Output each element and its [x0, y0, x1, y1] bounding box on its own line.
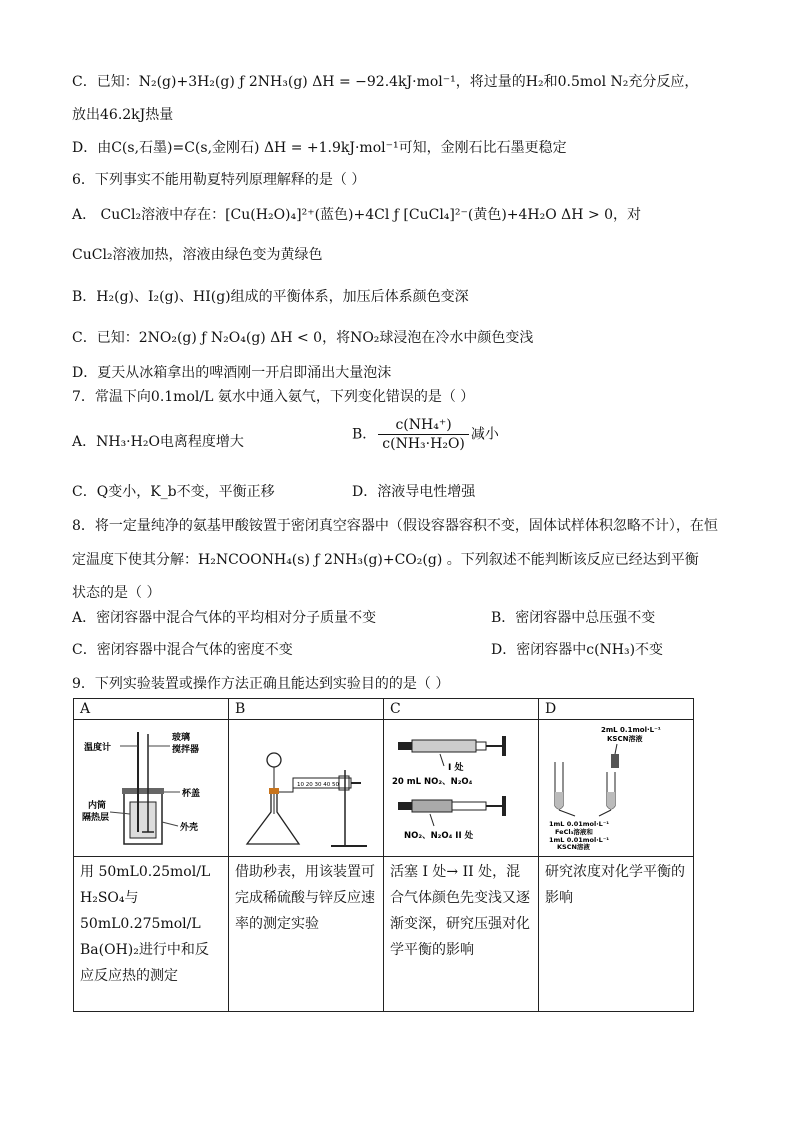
label-stirrer: 搅拌器 [172, 745, 200, 755]
q8-stem-line2: 定温度下使其分解：H₂NCOONH₄(s) ƒ 2NH₃(g)+CO₂(g) 。下列叙述不能判断该反应已经达到平衡 [72, 552, 699, 568]
desc-b: 借助秒表，用该装置可完成稀硫酸与锌反应速率的测定实验 [235, 864, 375, 932]
q7-stem: 7．常温下向0.1mol/L 氨水中通入氨气，下列变化错误的是（ ） [72, 389, 475, 405]
desc-b-cell [229, 857, 384, 1012]
q5-option-d: D．由C(s,石墨)=C(s,金刚石) ΔH = +1.9kJ·mol⁻¹可知，金刚石比石墨更稳定 [72, 140, 567, 156]
label-kscn-conc: 2mL 0.1mol·L⁻¹ [601, 726, 661, 734]
label-kscn: KSCN溶液 [607, 735, 643, 743]
q8-option-b: B．密闭容器中总压强不变 [491, 610, 656, 626]
syringe-compression-figure [390, 722, 532, 850]
test-tube-figure [545, 722, 687, 850]
desc-a-line4: Ba(OH)₂进行中和反 [80, 942, 209, 958]
q7-option-b-prefix: B． [352, 426, 377, 443]
q8-option-d: D．密闭容器中c(NH₃)不变 [491, 642, 664, 658]
desc-a-line2: H₂SO₄与 [80, 890, 139, 906]
table-header-d: D [539, 699, 694, 720]
q6-option-d: D．夏天从冰箱拿出的啤酒刚一开启即涌出大量泡沫 [72, 365, 392, 381]
q9-stem: 9．下列实验装置或操作方法正确且能达到实验目的的是（ ） [72, 676, 450, 692]
q6-option-c: C．已知：2NO₂(g) ƒ N₂O₄(g) ΔH < 0，将NO₂球浸泡在冷水中颜色变浅 [72, 330, 534, 346]
q6-option-a-line1: A． CuCl₂溶液中存在：[Cu(H₂O)₄]²⁺(蓝色)+4Cl ƒ [CuCl₄]²⁻(黄色)+4H₂O ΔH > 0，对 [72, 207, 642, 223]
desc-c: 活塞 I 处→ II 处，混合气体颜色先变浅又逐渐变深，研究压强对化学平衡的影响 [390, 864, 530, 958]
label-kscn2-conc: 1mL 0.01mol·L⁻¹ [549, 836, 610, 844]
q7-option-a: A．NH₃·H₂O电离程度增大 [72, 434, 244, 450]
q6-option-b: B．H₂(g)、I₂(g)、HI(g)组成的平衡体系，加压后体系颜色变深 [72, 289, 469, 305]
flask-syringe-figure [235, 722, 377, 850]
desc-a-line3: 50mL0.275mol/L [80, 916, 201, 932]
q5-option-c-line2: 放出46.2kJ热量 [72, 107, 174, 123]
label-inner-cup: 内筒 [88, 801, 107, 811]
figure-b-cell [229, 720, 384, 857]
q6-option-a-line2: CuCl₂溶液加热，溶液由绿色变为黄绿色 [72, 247, 323, 263]
label-insulation: 隔热层 [82, 813, 110, 823]
desc-a-cell [74, 857, 229, 1012]
q7-fraction [378, 416, 469, 453]
q8-stem-line1: 8．将一定量纯净的氨基甲酸铵置于密闭真空容器中（假设容器容积不变，固体试样体积忽略不计），在恒 [72, 518, 718, 534]
q7-option-b [352, 416, 499, 453]
q7-option-b-suffix: 减小 [470, 426, 499, 443]
q9-experiment-table [73, 698, 694, 1012]
q7-option-c: C．Q变小，K_b不变，平衡正移 [72, 484, 275, 500]
q7-fraction-denominator: c(NH₃·H₂O) [382, 436, 465, 452]
q8-option-a: A．密闭容器中混合气体的平均相对分子质量不变 [72, 610, 377, 626]
desc-d-cell [539, 857, 694, 1012]
desc-d: 研究浓度对化学平衡的影响 [545, 864, 685, 906]
q7-fraction-numerator: c(NH₄⁺) [378, 416, 469, 435]
table-header-b: B [229, 699, 384, 720]
q6-stem: 6．下列事实不能用勒夏特列原理解释的是（ ） [72, 172, 366, 188]
q5-option-c-line1: C．已知：N₂(g)+3H₂(g) ƒ 2NH₃(g) ΔH = −92.4kJ·mol⁻¹，将过量的H₂和0.5mol N₂充分反应， [72, 74, 699, 90]
label-glass: 玻璃 [172, 733, 191, 743]
label-thermometer: 温度计 [84, 743, 112, 753]
q7-option-d: D．溶液导电性增强 [352, 484, 476, 500]
label-fecl3: FeCl₃溶液和 [555, 828, 593, 836]
q8-option-c: C．密闭容器中混合气体的密度不变 [72, 642, 293, 658]
figure-c-cell [384, 720, 539, 857]
label-lid: 杯盖 [182, 789, 201, 799]
figure-d-cell [539, 720, 694, 857]
label-kscn2: KSCN溶液 [557, 843, 590, 850]
label-position-2: NO₂、N₂O₄ II 处 [404, 831, 474, 841]
desc-a-line1: 用 50mL0.25mol/L [80, 864, 211, 880]
q8-stem-line3: 状态的是（ ） [72, 585, 161, 601]
syringe-scale: 10 20 30 40 50 [297, 782, 339, 788]
table-header-c: C [384, 699, 539, 720]
table-header-a: A [74, 699, 229, 720]
label-position-1: I 处 [448, 763, 464, 773]
label-fecl3-conc: 1mL 0.01mol·L⁻¹ [549, 820, 610, 828]
label-shell: 外壳 [180, 823, 199, 833]
label-gas-volume: 20 mL NO₂、N₂O₄ [392, 777, 473, 787]
desc-c-cell [384, 857, 539, 1012]
figure-a-cell [74, 720, 229, 857]
calorimeter-figure [80, 722, 222, 850]
desc-a-line5: 应反应热的测定 [80, 968, 178, 984]
